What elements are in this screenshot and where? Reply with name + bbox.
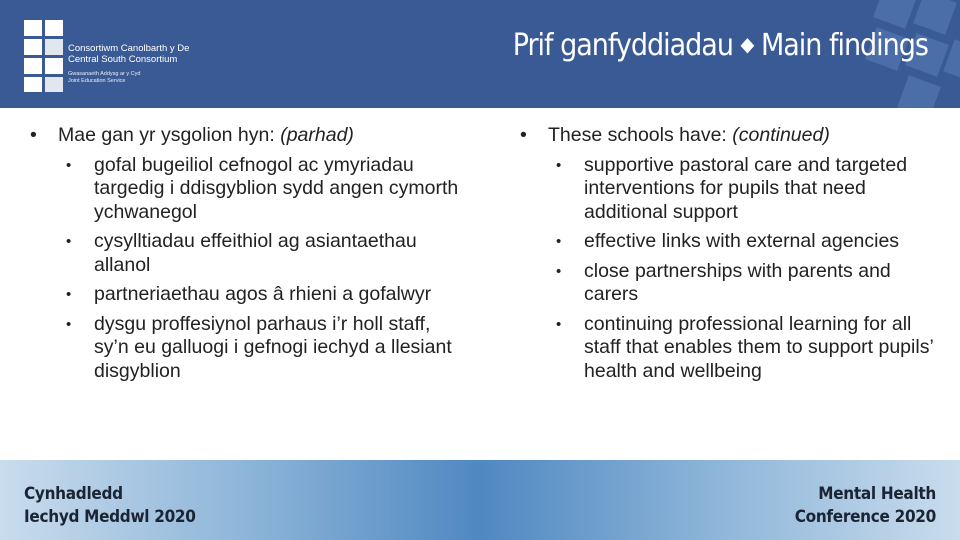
title-english: Main findings [760, 28, 928, 63]
bullet-icon: • [30, 124, 37, 146]
welsh-heading-item [30, 124, 470, 383]
sub-bullet-icon: • [556, 156, 562, 174]
english-list-item-text: supportive pastoral care and targeted interventions for pupils that need additional support [584, 153, 908, 223]
logo-sub-cy: Gwasanaeth Addysg ar y Cyd [68, 71, 141, 77]
logo-sub-en: Joint Education Service [68, 78, 126, 84]
welsh-list-item-text: gofal bugeiliol cefnogol ac ymyriadau targedig i ddisgyblion sydd angen cymorth ychwanegol [94, 153, 459, 223]
sub-bullet-icon: • [66, 286, 72, 303]
page-title [513, 28, 928, 63]
welsh-list-item [30, 283, 470, 307]
welsh-heading: Mae gan yr ysgolion hyn: [58, 124, 275, 146]
header-bar [0, 0, 960, 108]
sub-bullet-icon: • [556, 315, 562, 333]
english-list-item [520, 230, 940, 254]
sub-bullet-icon: • [556, 262, 562, 280]
footer-right-line2: Conference 2020 [794, 507, 936, 527]
english-list-item [520, 313, 940, 384]
sub-bullet-icon: • [66, 233, 72, 250]
bullet-icon: • [520, 124, 527, 146]
title-welsh: Prif ganfyddiadau [512, 28, 733, 63]
logo-name-en: Central South Consortium [68, 54, 178, 65]
english-heading: These schools have: [548, 124, 727, 146]
footer-left-line1: Cynhadledd [24, 484, 123, 504]
footer-welsh-conference [24, 483, 196, 529]
welsh-list-item [30, 154, 470, 225]
footer-left-line2: Iechyd Meddwl 2020 [24, 507, 196, 527]
consortium-logo [24, 20, 190, 92]
welsh-list-item [30, 313, 470, 384]
welsh-column [30, 124, 470, 387]
sub-bullet-icon: • [66, 315, 72, 333]
english-list-item-text: effective links with external agencies [584, 230, 900, 252]
content-area [0, 108, 960, 460]
english-list-item-text: continuing professional learning for all staff that enables them to support pupils’ health and wellbeing [584, 312, 934, 382]
english-list [520, 154, 940, 384]
welsh-list [30, 154, 470, 384]
welsh-list-item-text: cysylltiadau effeithiol ag asiantaethau allanol [94, 230, 417, 276]
english-heading-item [520, 124, 940, 383]
footer-right-line1: Mental Health [818, 484, 936, 504]
footer-english-conference [795, 483, 936, 529]
welsh-heading-note: (parhad) [280, 124, 354, 146]
logo-grid-icon [24, 20, 64, 92]
sub-bullet-icon: • [66, 156, 72, 174]
welsh-list-item-text: dysgu proffesiynol parhaus i’r holl staff, sy’n eu galluogi i gefnogi iechyd a llesiant disgyblion [94, 312, 452, 382]
title-separator-icon: ◆ [740, 32, 754, 56]
logo-name-cy: Consortiwm Canolbarth y De [68, 43, 190, 54]
english-list-item [520, 154, 940, 225]
welsh-list-item-text: partneriaethau agos â rhieni a gofalwyr [94, 283, 432, 305]
welsh-list-item [30, 230, 470, 277]
logo-text [68, 43, 189, 85]
english-list-item [520, 260, 940, 307]
english-heading-note: (continued) [732, 124, 830, 146]
footer-bar [0, 460, 960, 540]
english-list-item-text: close partnerships with parents and carers [584, 259, 891, 305]
english-column [520, 124, 940, 387]
sub-bullet-icon: • [556, 233, 562, 250]
